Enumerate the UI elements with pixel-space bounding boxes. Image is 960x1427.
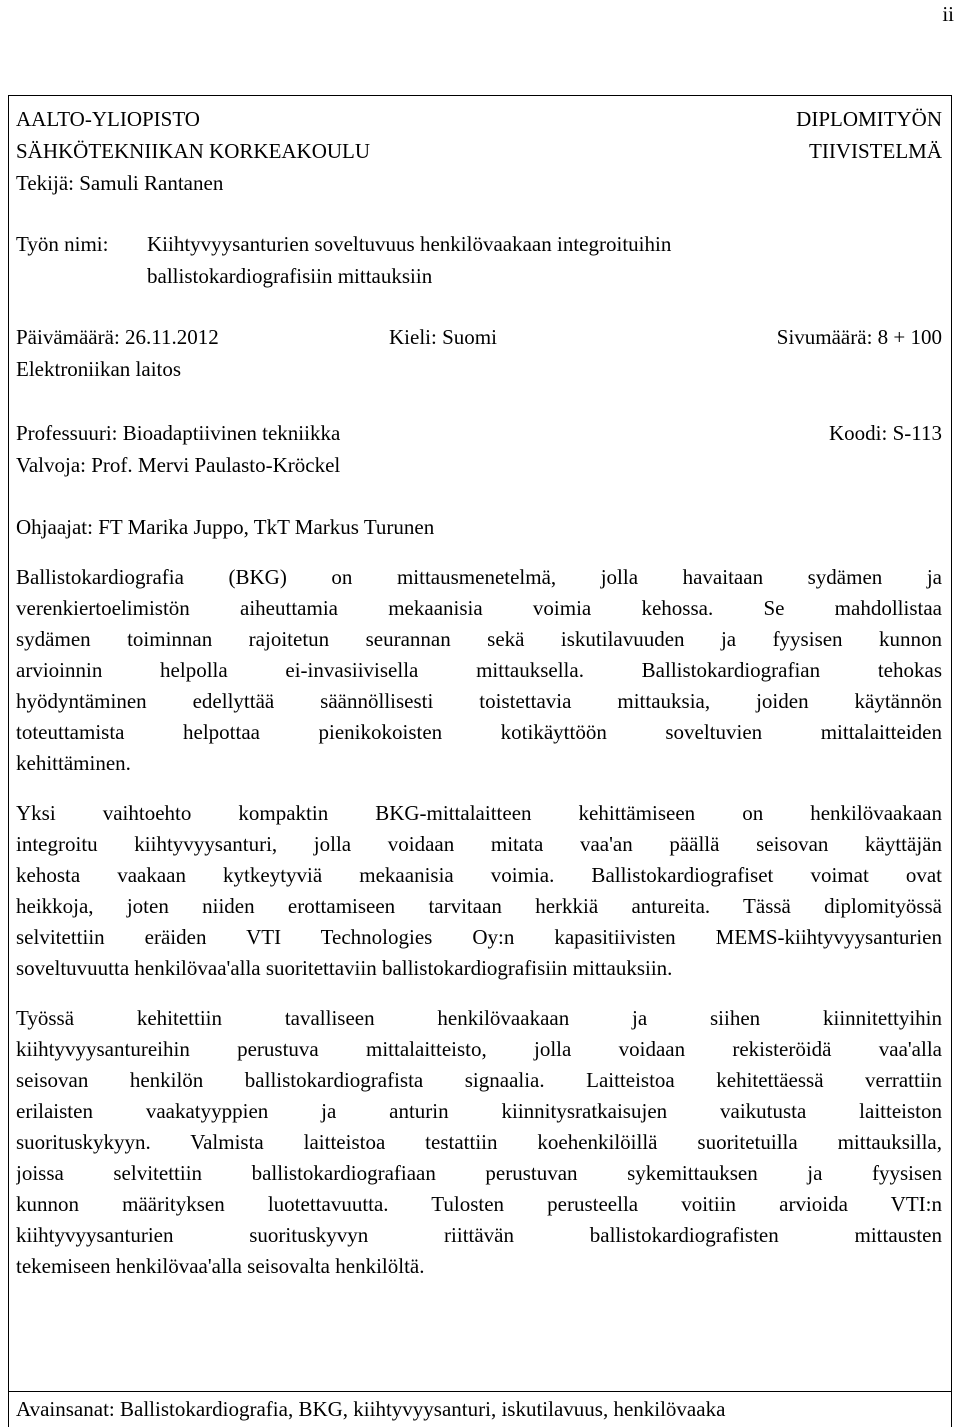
text-line: tekemiseen henkilövaa'alla seisovalta henkilöltä.: [16, 1254, 425, 1278]
text-line: integroitu kiihtyvyysanturi, jolla voidaan mitata vaa'an päällä seisovan käyttäjän: [16, 832, 942, 856]
title-label: Työn nimi:: [16, 232, 109, 256]
text-line: soveltuvuutta henkilövaa'alla suoritettaviin ballistokardiografisiin mittauksiin.: [16, 956, 673, 980]
text-line: kunnon määrityksen luotettavuutta. Tulosten perusteella voitiin arvioida VTI:n: [16, 1192, 942, 1216]
instructors: Ohjaajat: FT Marika Juppo, TkT Markus Turunen: [16, 515, 435, 539]
text-line: sydämen toiminnan rajoitetun seurannan sekä iskutilavuuden ja fyysisen kunnon: [16, 627, 942, 651]
language: Kieli: Suomi: [389, 325, 497, 349]
text-line: Ballistokardiografia (BKG) on mittausmenetelmä, jolla havaitaan sydämen ja: [16, 565, 942, 589]
text-line: kiihtyvyysantureihin perustuva mittalaitteisto, jolla voidaan rekisteröidä vaa'alla: [16, 1037, 942, 1061]
text-line: Yksi vaihtoehto kompaktin BKG-mittalaitteen kehittämiseen on henkilövaakaan: [16, 801, 942, 825]
university-name: AALTO-YLIOPISTO: [16, 107, 200, 131]
title-line1: Kiihtyvyysanturien soveltuvuus henkilövaakaan integroituihin: [147, 232, 672, 256]
professorship: Professuuri: Bioadaptiivinen tekniikka: [16, 421, 341, 445]
abstract-paragraph-3: [16, 1003, 942, 1282]
text-line: kiihtyvyysanturien suorituskyvyn riittävän ballistokardiografisten mittausten: [16, 1223, 942, 1247]
text-line: seisovan henkilön ballistokardiografista signaalia. Laitteistoa kehitettäessä verrattiin: [16, 1068, 942, 1092]
keywords: Avainsanat: Ballistokardiografia, BKG, kiihtyvyysanturi, iskutilavuus, henkilövaaka: [16, 1397, 726, 1421]
supervisor: Valvoja: Prof. Mervi Paulasto-Kröckel: [16, 453, 341, 477]
department: Elektroniikan laitos: [16, 357, 182, 381]
doc-type-line1: DIPLOMITYÖN: [796, 107, 942, 131]
text-line: erilaisten vaakatyyppien ja anturin kiinnitysratkaisujen vaikutusta laitteiston: [16, 1099, 942, 1123]
text-line: kehittäminen.: [16, 751, 131, 775]
text-line: hyödyntäminen edellyttää säännöllisesti toistettavia mittauksia, joiden käytännön: [16, 689, 942, 713]
text-line: arvioinnin helpolla ei-invasiivisella mittauksella. Ballistokardiografian tehokas: [16, 658, 942, 682]
title-line2: ballistokardiografisiin mittauksiin: [147, 264, 433, 288]
doc-type-line2: TIIVISTELMÄ: [809, 139, 942, 163]
school-name: SÄHKÖTEKNIIKAN KORKEAKOULU: [16, 139, 371, 163]
page-count: Sivumäärä: 8 + 100: [776, 325, 942, 349]
text-line: kehosta vaakaan kytkeytyviä mekaanisia voimia. Ballistokardiografiset voimat ovat: [16, 863, 942, 887]
course-code: Koodi: S-113: [829, 421, 942, 445]
text-line: Työssä kehitettiin tavalliseen henkilövaakaan ja siihen kiinnitettyihin: [16, 1006, 942, 1030]
text-line: verenkiertoelimistön aiheuttamia mekaanisia voimia kehossa. Se mahdollistaa: [16, 596, 942, 620]
text-line: joissa selvitettiin ballistokardiografiaan perustuvan sykemittauksen ja fyysisen: [16, 1161, 942, 1185]
abstract-paragraph-1: [16, 562, 942, 779]
text-line: selvitettiin eräiden VTI Technologies Oy:n kapasitiivisten MEMS-kiihtyvyysanturien: [16, 925, 942, 949]
abstract-paragraph-2: [16, 798, 942, 984]
date: Päivämäärä: 26.11.2012: [16, 325, 219, 349]
page-number: ii: [942, 2, 954, 26]
text-line: heikkoja, joten niiden erottamiseen tarvitaan herkkiä antureita. Tässä diplomityössä: [16, 894, 942, 918]
text-line: suorituskykyyn. Valmista laitteistoa testattiin koehenkilöillä suoritetuilla mittauksilla,: [16, 1130, 942, 1154]
author: Tekijä: Samuli Rantanen: [16, 171, 224, 195]
text-line: toteuttamista helpottaa pienikokoisten kotikäyttöön soveltuvien mittalaitteiden: [16, 720, 942, 744]
